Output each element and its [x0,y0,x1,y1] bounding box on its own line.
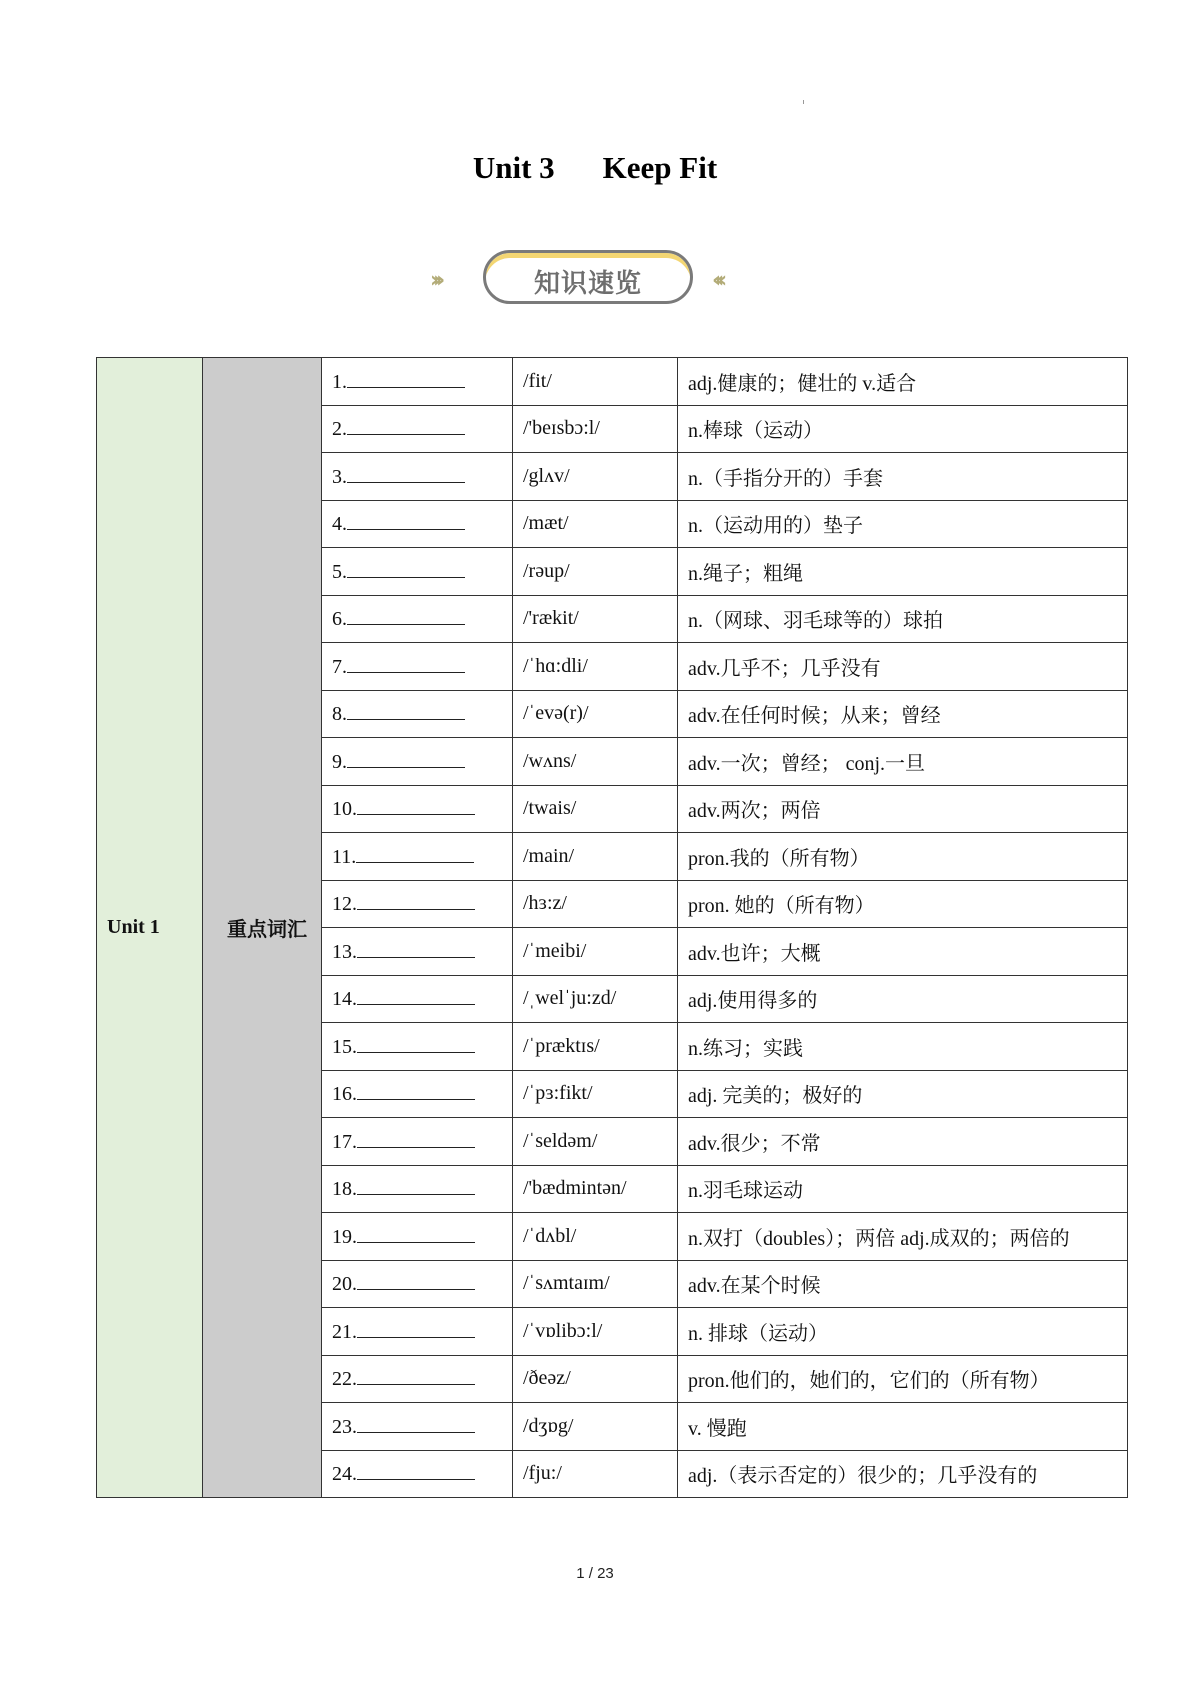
meaning-cell: n.羽毛球运动 [678,1165,1128,1213]
word-blank-cell [322,1450,513,1498]
phonetic-cell: /ðeəz/ [513,1355,678,1403]
section-header [0,250,1190,310]
meaning-cell: adv.几乎不；几乎没有 [678,643,1128,691]
item-number: 12. [332,893,357,916]
answer-blank[interactable] [357,796,475,815]
word-blank-cell [322,928,513,976]
word-blank-cell [322,1118,513,1166]
phonetic-cell: /twais/ [513,785,678,833]
item-number: 15. [332,1035,357,1058]
item-number: 14. [332,988,357,1011]
item-number: 5. [332,560,347,583]
answer-blank[interactable] [357,1081,475,1100]
word-blank-cell [322,785,513,833]
word-blank-cell [322,1403,513,1451]
item-number: 19. [332,1225,357,1248]
item-number: 8. [332,703,347,726]
answer-blank[interactable] [357,1176,475,1195]
item-number: 17. [332,1130,357,1153]
word-blank-cell [322,500,513,548]
meaning-cell: n.练习；实践 [678,1023,1128,1071]
meaning-cell: pron.他们的，她们的，它们的（所有物） [678,1355,1128,1403]
item-number: 23. [332,1415,357,1438]
answer-blank[interactable] [357,1034,475,1053]
phonetic-cell: /ˈevə(r)/ [513,690,678,738]
section-badge [483,250,693,304]
word-blank-cell [322,548,513,596]
answer-blank[interactable] [347,559,465,578]
meaning-cell: adj.使用得多的 [678,975,1128,1023]
unit-label-cell: Unit 1 [97,358,203,1498]
word-blank-cell [322,738,513,786]
word-blank-cell [322,1308,513,1356]
answer-blank[interactable] [347,416,465,435]
answer-blank[interactable] [347,654,465,673]
page-number: 1 / 23 [576,1565,614,1582]
phonetic-cell: /glʌv/ [513,453,678,501]
item-number: 16. [332,1083,357,1106]
item-number: 10. [332,798,357,821]
phonetic-cell: /'beɪsbɔ:l/ [513,405,678,453]
chevron-right-icon: ››› [430,268,440,293]
meaning-cell: pron. 她的（所有物） [678,880,1128,928]
phonetic-cell: /hɜ:z/ [513,880,678,928]
word-blank-cell [322,1213,513,1261]
answer-blank[interactable] [357,1224,475,1243]
meaning-cell: adv.两次；两倍 [678,785,1128,833]
item-number: 9. [332,750,347,773]
item-number: 24. [332,1463,357,1486]
word-blank-cell [322,1023,513,1071]
item-number: 1. [332,370,347,393]
answer-blank[interactable] [356,844,474,863]
title-unit: Unit 3 [472,150,555,185]
item-number: 20. [332,1273,357,1296]
phonetic-cell: /ˌwelˈju:zd/ [513,975,678,1023]
item-number: 7. [332,655,347,678]
word-blank-cell [322,833,513,881]
phonetic-cell: /wʌns/ [513,738,678,786]
answer-blank[interactable] [357,1271,475,1290]
page-speck-mark [803,100,804,104]
item-number: 6. [332,608,347,631]
phonetic-cell: /'bædmintən/ [513,1165,678,1213]
phonetic-cell: /ˈpɜ:fikt/ [513,1070,678,1118]
word-blank-cell [322,453,513,501]
meaning-cell: adj.（表示否定的）很少的；几乎没有的 [678,1450,1128,1498]
meaning-cell: adv.在任何时候；从来；曾经 [678,690,1128,738]
word-blank-cell [322,880,513,928]
item-number: 2. [332,418,347,441]
word-blank-cell [322,1260,513,1308]
meaning-cell: adj.健康的；健壮的 v.适合 [678,358,1128,406]
answer-blank[interactable] [347,606,465,625]
meaning-cell: adv.一次；曾经； conj.一旦 [678,738,1128,786]
meaning-cell: n.绳子；粗绳 [678,548,1128,596]
answer-blank[interactable] [357,986,475,1005]
phonetic-cell: /'rækit/ [513,595,678,643]
item-number: 4. [332,513,347,536]
meaning-cell: adv.也许；大概 [678,928,1128,976]
title-name: Keep Fit [602,150,718,185]
phonetic-cell: /fju:/ [513,1450,678,1498]
phonetic-cell: /ˈpræktɪs/ [513,1023,678,1071]
meaning-cell: pron.我的（所有物） [678,833,1128,881]
phonetic-cell: /dʒɒg/ [513,1403,678,1451]
answer-blank[interactable] [347,511,465,530]
answer-blank[interactable] [347,749,465,768]
meaning-cell: n.棒球（运动） [678,405,1128,453]
meaning-cell: adv.很少；不常 [678,1118,1128,1166]
answer-blank[interactable] [347,464,465,483]
phonetic-cell: /main/ [513,833,678,881]
meaning-cell: v. 慢跑 [678,1403,1128,1451]
phonetic-cell: /rəup/ [513,548,678,596]
answer-blank[interactable] [357,1366,475,1385]
answer-blank[interactable] [347,701,465,720]
meaning-cell: n.（运动用的）垫子 [678,500,1128,548]
meaning-cell: adv.在某个时候 [678,1260,1128,1308]
phonetic-cell: /ˈvɒlibɔ:l/ [513,1308,678,1356]
phonetic-cell: /ˈmeibi/ [513,928,678,976]
category-label-cell: 重点词汇 [203,358,322,1498]
answer-blank[interactable] [357,891,475,910]
answer-blank[interactable] [357,939,475,958]
answer-blank[interactable] [357,1461,475,1480]
word-blank-cell [322,1070,513,1118]
meaning-cell: adj. 完美的；极好的 [678,1070,1128,1118]
word-blank-cell [322,405,513,453]
meaning-cell: n.双打（doubles）；两倍 adj.成双的；两倍的 [678,1213,1128,1261]
item-number: 13. [332,940,357,963]
meaning-cell: n. 排球（运动） [678,1308,1128,1356]
word-blank-cell [322,643,513,691]
page-title [0,150,1190,186]
answer-blank[interactable] [357,1129,475,1148]
word-blank-cell [322,1355,513,1403]
meaning-cell: n.（手指分开的）手套 [678,453,1128,501]
chevron-left-icon: ‹‹‹ [712,268,722,293]
table-row [97,358,1128,406]
item-number: 11. [332,845,357,868]
phonetic-cell: /ˈseldəm/ [513,1118,678,1166]
item-number: 21. [332,1320,357,1343]
answer-blank[interactable] [357,1319,475,1338]
item-number: 3. [332,465,347,488]
phonetic-cell: /ˈsʌmtaɪm/ [513,1260,678,1308]
answer-blank[interactable] [357,1414,475,1433]
word-blank-cell [322,1165,513,1213]
item-number: 22. [332,1368,357,1391]
word-blank-cell [322,595,513,643]
meaning-cell: n.（网球、羽毛球等的）球拍 [678,595,1128,643]
answer-blank[interactable] [347,369,465,388]
word-blank-cell [322,690,513,738]
vocabulary-table [96,357,1128,1498]
phonetic-cell: /ˈdʌbl/ [513,1213,678,1261]
item-number: 18. [332,1178,357,1201]
phonetic-cell: /fit/ [513,358,678,406]
phonetic-cell: /mæt/ [513,500,678,548]
word-blank-cell [322,358,513,406]
word-blank-cell [322,975,513,1023]
section-badge-label: 知识速览 [533,269,642,299]
phonetic-cell: /ˈhɑ:dli/ [513,643,678,691]
